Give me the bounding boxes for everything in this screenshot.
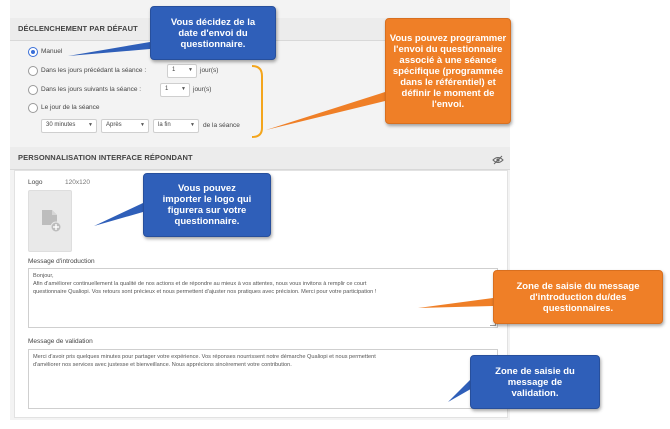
arrow-schedule [266, 92, 385, 130]
callout-validation-text: Zone de saisie du message de validation. [495, 365, 575, 399]
validation-line: Merci d'avoir pris quelques minutes pour partager votre expérience. Vos réponses nourrissent notre démarche Qualiopi et nous permettent [33, 354, 376, 360]
callout-logo-text: Vous pouvez importer le logo qui figurera sur votre questionnaire. [162, 183, 252, 227]
callout-logo [143, 173, 271, 237]
callout-schedule [385, 18, 511, 124]
callout-intro-text: Zone de saisie du message d'introduction du/des questionnaires. [516, 280, 640, 314]
callout-validation [470, 355, 600, 409]
select-when-value: Après [106, 122, 122, 128]
orange-bracket [252, 66, 262, 137]
chevron-down-icon: ▼ [181, 86, 186, 92]
intro-line: Bonjour, [33, 273, 54, 279]
arrow-logo [94, 203, 143, 226]
select-reference-value: la fin [158, 122, 171, 128]
section-title-trigger: DÉCLENCHEMENT PAR DÉFAUT [18, 24, 138, 33]
logo-label: Logo [28, 179, 43, 186]
label-days-after: Dans les jours suivants la séance : [41, 86, 142, 93]
label-session-suffix: de la séance [203, 122, 240, 129]
logo-size-hint: 120x120 [65, 179, 90, 186]
callout-schedule-text: Vous pouvez programmer l'envoi du questionnaire associé à une séance spécifique (programmée dans le référentiel) et définir le moment de l'envoi. [389, 32, 507, 110]
arrow-intro [418, 298, 493, 308]
label-days-unit-after: jour(s) [193, 86, 212, 93]
section-title-interface: PERSONNALISATION INTERFACE RÉPONDANT [18, 153, 193, 162]
callout-intro [493, 270, 663, 324]
label-days-unit-before: jour(s) [200, 67, 219, 74]
validation-line: d'améliorer nos services avec justesse et bienveillance. Nous apprécions sincèrement votre contribution. [33, 362, 292, 368]
label-day-of: Le jour de la séance [41, 104, 100, 111]
chevron-down-icon: ▼ [188, 67, 193, 73]
intro-line: questionnaire Qualiopi. Vos retours sont précieux et nous permettent d'ajuster nos pratiques avec précision. Merci pour votre participation ! [33, 289, 377, 295]
callout-date-text: Vous décidez de la date d'envoi du questionnaire. [170, 16, 256, 50]
intro-line: Afin d'améliorer continuellement la qualité de nos actions et de répondre au mieux à vos attentes, nous vous invitons à remplir ce court [33, 281, 367, 287]
chevron-down-icon: ▼ [88, 122, 93, 128]
label-manual: Manuel [41, 48, 63, 55]
callout-date [150, 6, 276, 60]
select-time-value: 30 minutes [46, 122, 76, 128]
label-days-before: Dans les jours précédant la séance : [41, 67, 147, 74]
arrow-date [68, 42, 150, 56]
select-days-after-value: 1 [165, 86, 169, 92]
select-days-before-value: 1 [172, 67, 176, 73]
validation-label: Message de validation [28, 338, 93, 345]
chevron-down-icon: ▼ [190, 122, 195, 128]
intro-label: Message d'introduction [28, 258, 95, 265]
chevron-down-icon: ▼ [140, 122, 145, 128]
